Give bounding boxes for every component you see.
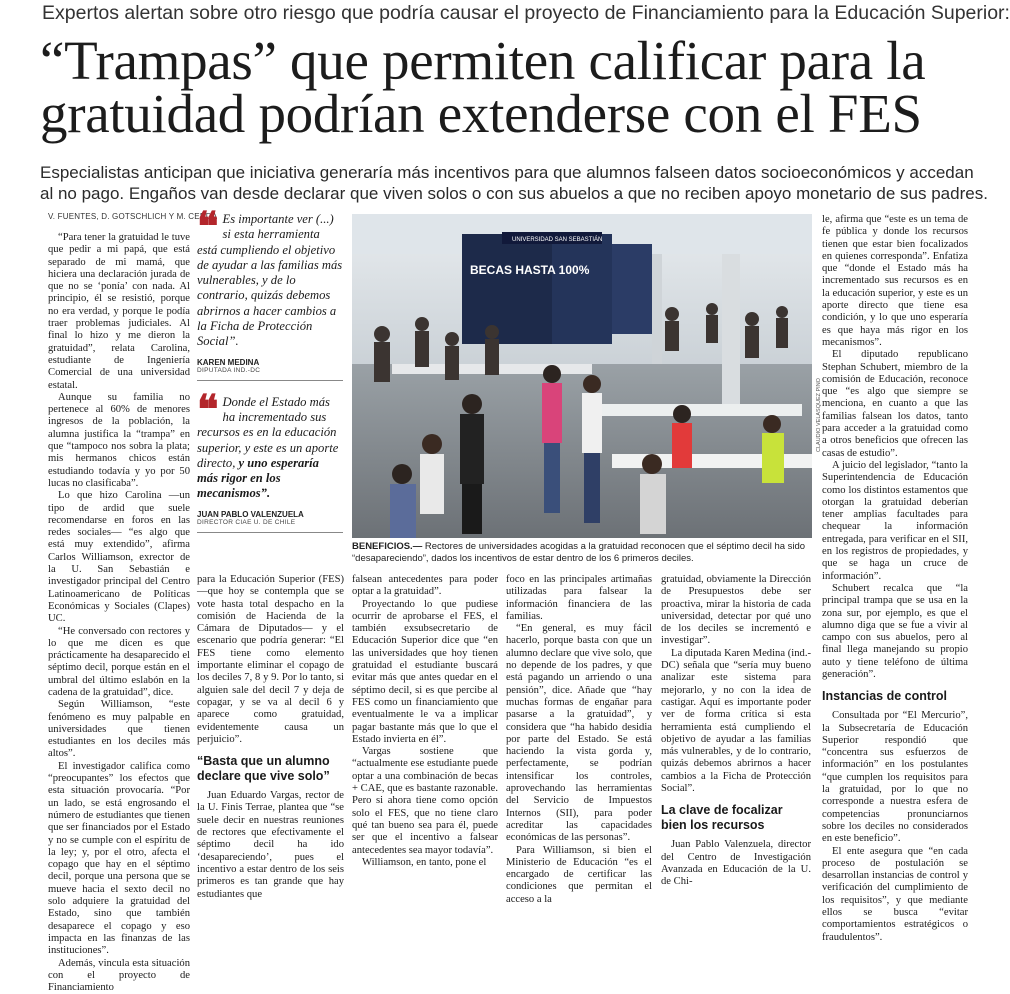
caption-text: Rectores de universidades acogidas a la gratuidad reconocen que el séptimo decil ha sido “desapareciendo”, dados los incentivos de estar dentro de los 6 primeros deciles. — [352, 541, 806, 564]
quote-text-regular: Donde el Estado más ha incrementado sus recursos es en la educación superior, y este es un aporte directo, — [197, 394, 339, 470]
sign-text: UNIVERSIDAD SAN SEBASTIÁN — [512, 237, 603, 243]
paragraph: Aunque su familia no pertenece al 60% de menores ingresos de la población, la alumna justifica la “trampa” en que “tampoco nos sobra la plata; mis hermanos chicos están estudiando todavía y yo por 50 lucas no clasificaba”. — [48, 391, 190, 489]
paragraph: Williamson, en tanto, pone el — [362, 856, 487, 868]
kicker: Expertos alertan sobre otro riesgo que podría causar el proyecto de Financiamiento para la Educación Superior: — [42, 2, 1010, 24]
quote-author: JUAN PABLO VALENZUELA — [197, 509, 304, 519]
article-column-5 — [661, 574, 811, 888]
pull-quote — [197, 204, 343, 381]
paragraph: “He conversado con rectores y lo que me dicen es que prácticamente ha desaparecido el séptimo decil, porque están en el umbral del último eslabón en la cadena de la gratuidad”, dice. — [48, 625, 190, 698]
paragraph: El ente asegura que “en cada proceso de postulación se desarrollan instancias de control y verificación del cumplimiento de los requisitos”, y que mediante ellos se busca “evitar comportamientos estratégicos o fraudulentos”. — [822, 845, 968, 943]
photo-caption — [352, 541, 814, 565]
quote-role: DIPUTADA IND.-DC — [197, 366, 261, 374]
paragraph: El investigador califica como “preocupantes” los efectos que esta situación provocaría. “Por un lado, se está engrosando el número de estudiantes que tienen que ser financiados por el Estado y no se cumple con el espíritu de la ley; y, por el otro, afecta el copago que hay en el séptimo decil, porque una persona que se mueve hacia el sexto decil no solo adquiere la gratuidad del Estado, sino que también desaparece el copago y eso impacta en las finanzas de las instituciones”. — [48, 760, 190, 957]
paragraph: Juan Eduardo Vargas, rector de la U. Finis Terrae, plantea que “se suele decir en nuestras reuniones de rectores que efectivamente el séptimo decil ha ido ‘desapareciendo’, pues el incentivo a estar dentro de los seis primeros es tan grande que hay estudiantes que — [197, 790, 344, 900]
paragraph: Vargas sostiene que “actualmente ese estudiante puede optar a una combinación de becas + CAE, que es bastante razonable. Pero si ahora tiene como opción solo el FES, que no tiene claro qué tan bueno sea para él, puede ser que el incentivo a falsear antecedentes sea mayor todavía”. — [352, 746, 498, 856]
paragraph: gratuidad, obviamente la Dirección de Presupuestos debe ser proactiva, mirar la historia de cada universidad, detectar por qué uno de los deciles se incrementó e investigar”. — [661, 574, 811, 647]
quote-text-bold: y uno esperaría más rigor en los mecanismos”. — [197, 455, 319, 501]
paragraph: Schubert recalca que “la principal trampa que se usa en la zona sur, por ejemplo, es que el alumno diga que se fue a vivir al campo con sus abuelos, pero al final llega manejando su propio auto y tiene teléfono de última generación”. — [822, 582, 968, 680]
paragraph: “Para tener la gratuidad le tuve que pedir a mi papá, que está separado de mi mamá, que hiciera una declaración jurada de que no se ‘ponía’ con nada. Al principio, él se resistió, porque no era verdad, y porque le podía traer problemas judiciales. Al final lo hizo y me dieron la gratuidad”, relata Carolina, estudiante de Ingeniería Comercial de una universidad estatal. — [48, 232, 190, 391]
quote-author: KAREN MEDINA — [197, 357, 260, 367]
section-subhead: “Basta que un alumno declare que vive solo” — [197, 754, 330, 784]
paragraph: Consultada por “El Mercurio”, la Subsecretaría de Educación Superior respondió que “concentra sus esfuerzos de información” en los postulantes “que cumplen los requisitos para la gratuidad, por lo que no corresponde a nuestra esfera de competencias pronunciarnos sobre los deciles no considerados en este beneficio”. — [822, 710, 968, 845]
quote-text: Es importante ver (...) si esta herramienta está cumpliendo el objetivo de ayudar a las familias más vulnerables, y de lo contrario, quizás debemos abrirnos a hacer cambios a la Ficha de Protección Social”. — [197, 212, 343, 349]
pull-quotes — [197, 204, 343, 572]
article-column-6 — [822, 214, 968, 943]
photo-credit: CLAUDIO VELASQUEZ PINO — [816, 378, 822, 452]
paragraph: Juan Pablo Valenzuela, director del Centro de Investigación Avanzada en Educación de la U. de Chi- — [661, 839, 811, 888]
article-column-1 — [48, 232, 190, 994]
paragraph: Para Williamson, si bien el Ministerio de Educación “es el encargado de certificar las condiciones que permitan el acceso a la — [506, 844, 652, 905]
paragraph: le, afirma que “este es un tema de fe pública y donde los recursos tienen que estar bien focalizados en quienes corresponda”. Enfatiza que “donde el Estado más ha incrementado sus recursos es en la educación superior, y este es un aporte directo que tiene esa condición, y lo que uno esperaría es que haya más rigor en los mecanismos”. — [822, 214, 968, 348]
article-column-4 — [506, 574, 652, 905]
paragraph: Además, vincula esta situación con el proyecto de Financiamiento — [48, 957, 190, 994]
quote-mark-icon: ❝ — [197, 386, 219, 432]
summary-lead: Especialistas anticipan que iniciativa generaría más incentivos para que alumnos falseen datos socioeconómicos y accedan al no pago. Engaños van desde declarar que viven solos o con sus abuelos a que no reciben apoyo monetario de sus padres. — [40, 163, 988, 203]
article-column-3 — [352, 574, 498, 874]
quote-text — [197, 386, 343, 502]
paragraph: para la Educación Superior (FES) —que hoy se contempla que se vote hasta total despacho en la comisión de Hacienda de la Cámara de Diputados— y el escenario que podría generar: “El FES tiene como elemento importante eliminar el copago de los deciles 7, 8 y 9. Por lo tanto, si alguien sale del decil 7 y deja de copagar, y se va al decil 6 y aparece como gratuidad, evidentemente causa un perjuicio”. — [197, 574, 344, 745]
caption-label: BENEFICIOS.— — [352, 541, 423, 552]
article-column-2 — [197, 574, 344, 900]
paragraph: El diputado republicano Stephan Schubert, miembro de la comisión de Educación, reconoce que “es algo que siempre se menciona, en cuanto a que las familias falsean los datos, tanto para acceder a la gratuidad como a otros beneficios que ofrecen las casas de estudio”. — [822, 349, 968, 459]
paragraph: Proyectando lo que pudiese ocurrir de aprobarse el FES, el también exsubsecretario de Educación Superior dice que “en las universidades que hoy tienen gratuidad el estudiante buscará evitar más que antes quedar en el séptimo decil, si es que percibe al FES como un financiamiento que eventualmente le va a implicar pagar bastante más que lo que el Estado invierta en él”. — [352, 598, 498, 745]
byline: V. FUENTES, D. GOTSCHLICH Y M. CERDA — [48, 212, 218, 221]
section-subhead: La clave de focalizar bien los recursos — [661, 803, 783, 833]
paragraph: Según Williamson, “este fenómeno es muy palpable en universidades que tienen estudiantes en los deciles más altos”. — [48, 699, 190, 760]
quote-mark-icon: ❝ — [197, 204, 219, 249]
paragraph: foco en las principales artimañas utilizadas para falsear la información financiera de las familias. — [506, 574, 652, 622]
paragraph: Lo que hizo Carolina —un tipo de ardid que suele recomendarse en foros en las redes sociales— “es algo que está muy extendido”, afirma Carlos Williamson, exrector de la U. San Sebastián e investigador principal del Centro Latinoamericano de Políticas Económicas y Sociales (Clapes) UC. — [48, 490, 190, 625]
paragraph: “En general, es muy fácil hacerlo, porque basta con que un alumno declare que vive solo, que no depende de los padres, y que está pagando un arriendo o una pensión”, dice. Añade que “hay muchas formas de engañar para pasarse a la gratuidad”, y considera que “ha habido desidia por parte del Estado. Se está haciendo la vista gorda y, perfectamente, se podrían intensificar los controles, aprovechando las herramientas del Servicio de Impuestos Internos (SII), para poder acreditar las capacidades económicas de las personas”. — [506, 623, 652, 844]
photo-illustration — [352, 214, 812, 538]
paragraph: falsean antecedentes para poder optar a la gratuidad”. — [352, 574, 498, 598]
headline: “Trampas” que permiten calificar para la gratuidad podrían extenderse con el FES — [40, 30, 926, 144]
quote-role: DIRECTOR CIAE U. DE CHILE — [197, 518, 296, 526]
banner-text: BECAS HASTA 100% — [470, 263, 590, 277]
section-subhead: Instancias de control — [822, 689, 948, 704]
paragraph: La diputada Karen Medina (ind.-DC) señala que “sería muy bueno analizar este sistema para mejorarlo, y no con la idea de castigar. Aquí es importante poder ver de forma crítica si esta herramienta está cumpliendo el objetivo de ayudar a las familias más vulnerables, y de lo contrario, quizás debemos abrirnos a hacer cambios a la Ficha de Protección Social”. — [661, 647, 811, 795]
paragraph: A juicio del legislador, “tanto la Superintendencia de Educación como los distintos estamentos que otorgan la gratuidad deberían tener amplias facultades para chequear la información entregada, para verificar en el SII, en los registros de propiedades, y que se haga un cruce de información”. — [822, 459, 968, 582]
pull-quote — [197, 386, 343, 533]
news-photo — [352, 214, 812, 538]
